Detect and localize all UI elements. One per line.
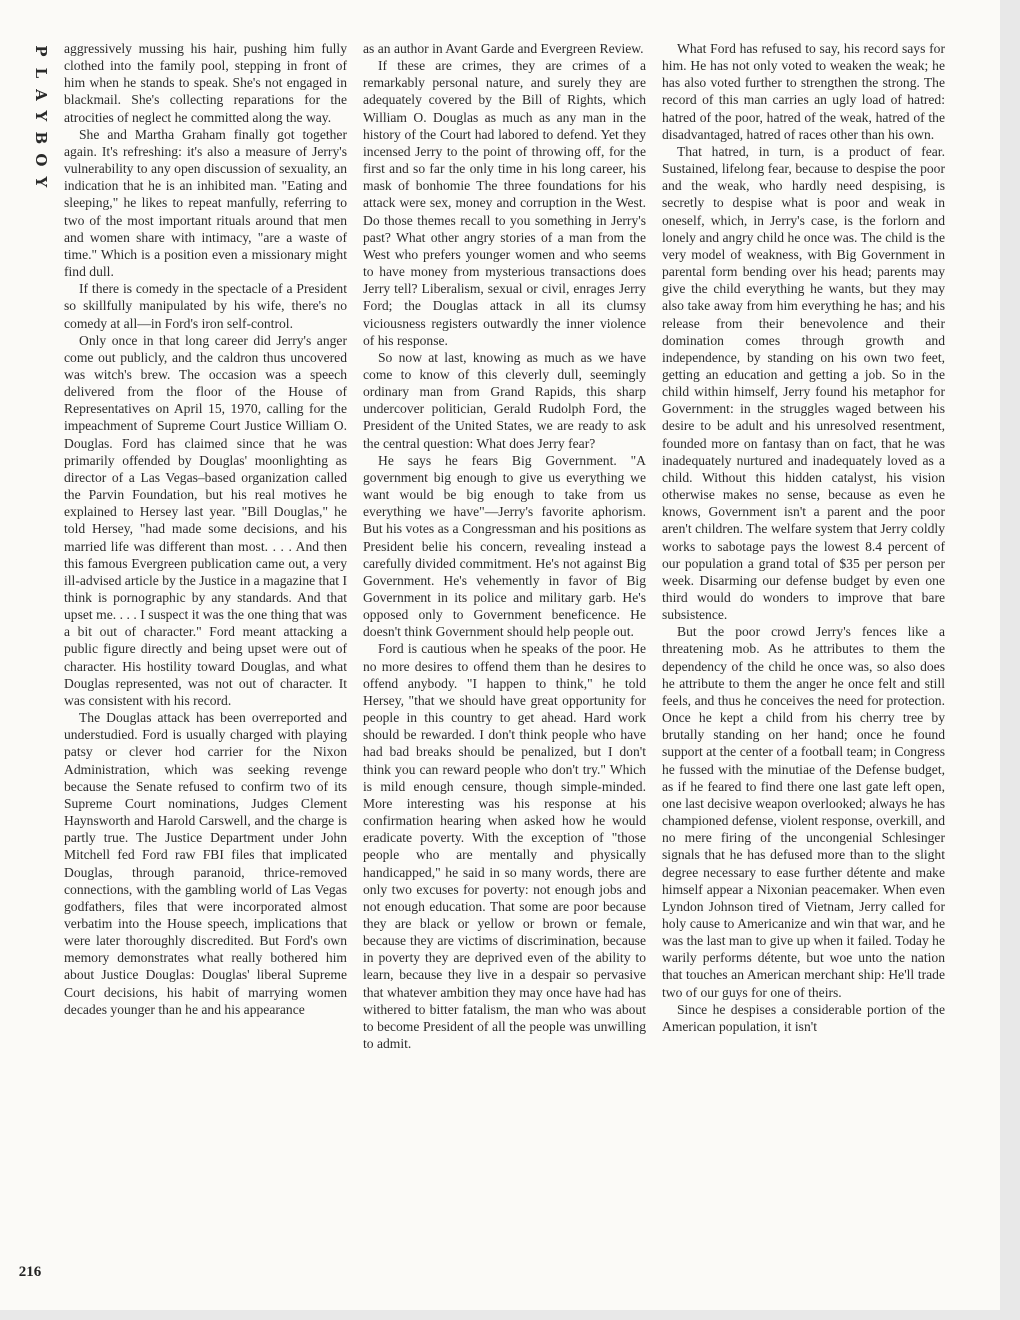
paragraph: But the poor crowd Jerry's fences like a threatening mob. As he attributes to them the dependency of the child he once was, so also does he attribute to them the anger he once felt and still feels, and thus he conceives the need for protection. Once he kept a child from his cherry tree by brutally standing on her hand; once he found support at the center of a football team; in Congress he fussed with the minutiae of the Defense budget, as if he feared to find there one last gate left open, one last decisive weapon overlooked; always he has championed defense, violent response, overkill, and no mere firing of the uncongenial Schlesinger signals that he has defused more than to the slight degree necessary to ease further détente and make himself appear a Nixonian peacemaker. When even Lyndon Johnson tired of Vietnam, Jerry called for holy cause to Americanize and win that war, and he was the last man to give up when it failed. Today he warily performs détente, but woe unto the nation that touches an American merchant ship: He'll trade two of our guys for one of theirs.: [662, 624, 945, 1000]
paragraph: as an author in Avant Garde and Evergreen Review.: [363, 41, 644, 56]
text-column-2: [363, 40, 646, 1052]
paragraph: That hatred, in turn, is a product of fear. Sustained, lifelong fear, because to despise the poor and the weak, who hardly need despising, is secretly to despise what is poor and weak in oneself, which, in Jerry's case, is the forlorn and lonely and angry child he once was. The child is the very model of weakness, with Big Government in parental form bending over his head; parents may give the child everything he wants, but they may also take away from him everything he has; and his release from their benevolence and their domination comes through growth and independence, by standing on his own two feet, getting an education and getting a job. So in the child within himself, Jerry found his metaphor for Government: in the struggles waged between his desire to be adult and his unresolved resentment, founded more on fantasy than on fact, that he was inadequately nurtured and inadequately loved as a child. Without this hidden catalyst, his vision otherwise makes no sense, because as even he knows, Government isn't a parent and the poor aren't children. The welfare system that Jerry coldly works to sabotage pays the lowest 8.4 percent of our population a grand total of $35 per person per week. Disarming our defense budget by even one third would do wonders to improve that bare subsistence.: [662, 143, 945, 623]
sidebar-letter: Y: [31, 110, 50, 122]
paragraph: Ford is cautious when he speaks of the poor. He no more desires to offend them than he desires to offend anybody. "I happen to think," he told Hersey, "that we should have great opportunity for people in this country to get ahead. Hard work should be rewarded. I don't think people who have had bad breaks should be penalized, but I don't think you can reward people who don't try." Which is mild enough censure, though simple-minded. More interesting was his response at his confirmation hearing when asked how he would eradicate poverty. With the exception of "those people who are mentally and physically handicapped," he said in so many words, there are only two excuses for poverty: not enough jobs and not enough education. That some are poor because they are black or yellow or brown or female, because they are victims of discrimination, because in poverty they are deprived even of the ability to learn, because they live in a despair so pervasive that whatever ambition they may once have had has withered to bitter fatalism, the man who was about to become President of all the people was unwilling to admit.: [363, 641, 646, 1052]
paragraph: She and Martha Graham finally got together again. It's refreshing: it's also a measure of Jerry's vulnerability to any open discussion of sexuality, an indication that he is an inhibited man. "Eating and sleeping," he likes to repeat manfully, referring to two of the most important rituals around that men and women share with intimacy, "are a waste of time." Which is a position even a missionary might find dull.: [64, 126, 347, 280]
sidebar-letter: O: [31, 153, 50, 167]
paragraph: What Ford has refused to say, his record says for him. He has not only voted to weaken the weak; he has also voted further to strengthen the strong. The record of this man carries an ugly load of hatred: hatred of the poor, hatred of the weak, hatred of the disadvantaged, hatred of races other than his own.: [662, 41, 945, 142]
magazine-name-vertical: [26, 40, 48, 193]
paragraph: aggressively mussing his hair, pushing him fully clothed into the family pool, stepping in front of him when he stands to speak. She's not engaged in blackmail. She's collecting reparations for the atrocities of neglect he committed along the way.: [64, 41, 347, 125]
paragraph: He says he fears Big Government. "A government big enough to give us everything we want would be big enough to take from us everything we have"—Jerry's favorite aphorism. But his votes as a Congressman and his positions as President belie his concern, revealing instead a carefully divided commitment. He's not against Big Government. He's vehemently in favor of Big Government in its police and military garb. He's opposed only to Government beneficence. He doesn't think Government should help people out.: [363, 452, 646, 640]
paragraph: The Douglas attack has been overreported and understudied. Ford is usually charged with playing patsy or clever hod carrier for the Nixon Administration, which was seeking revenge because the Senate refused to confirm two of its Supreme Court nominations, Judges Clement Haynsworth and Harold Carswell, and the charge is partly true. The Justice Department under John Mitchell fed Ford raw FBI files that implicated Douglas, through paranoid, thrice-removed connections, with the gambling world of Las Vegas godfathers, files that were incorporated almost verbatim into the House speech, implications that were later thoroughly discredited. But Ford's own memory demonstrates what really bothered him about Justice Douglas: Douglas' liberal Supreme Court decisions, his habit of marrying women decades younger than he and his appearance: [64, 710, 347, 1017]
sidebar-letter: P: [31, 45, 50, 57]
sidebar-letter: L: [31, 67, 50, 78]
paragraph: So now at last, knowing as much as we have come to know of this cleverly dull, seemingly ordinary man from Grand Rapids, this sharp undercover politician, Gerald Rudolph Ford, the President of the United States, we are ready to ask the central question: What does Jerry fear?: [363, 349, 646, 451]
sidebar-letter: B: [31, 131, 50, 145]
text-column-1: [64, 40, 347, 1018]
text-column-3: [662, 40, 945, 1035]
sidebar-letter: A: [31, 88, 50, 101]
paragraph: If these are crimes, they are crimes of a remarkably personal nature, and surely they are adequately covered by the Bill of Rights, which William O. Douglas as much as any man in the history of the Court had labored to defend. Yet they incensed Jerry to the point of throwing off, for the first and so far the only time in his long career, his mask of bonhomie The three foundations for his attack were sex, money and corruption in the West. Do those themes recall to you something in Jerry's past? What other angry stories of a man from the West who prefers younger women and who seems to have money from mysterious transactions does Jerry tell? Liberalism, sexual or civil, enrages Jerry Ford; the Douglas attack in all its clumsy viciousness registers outwardly the inner violence of his response.: [363, 58, 646, 348]
page-number: 216: [18, 1264, 42, 1280]
sidebar-letter: Y: [31, 176, 50, 188]
paragraph: If there is comedy in the spectacle of a President so skillfully manipulated by his wife, there's no comedy at all—in Ford's iron self-control.: [64, 281, 347, 331]
paragraph: Since he despises a considerable portion of the American population, it isn't: [662, 1001, 945, 1034]
paragraph: Only once in that long career did Jerry's anger come out publicly, and the caldron thus uncovered was witch's brew. The occasion was a speech delivered from the floor of the House of Representatives on April 15, 1970, calling for the impeachment of Supreme Court Justice William O. Douglas. Ford has claimed since that he was primarily offended by Douglas' moonlighting as director of a Las Vegas–based organization called the Parvin Foundation, but his real motives he explained to Hersey last year. "Bill Douglas," he told Hersey, "had made some decisions, and his married life was different than most. . . . And then this famous Evergreen publication came out, a very ill-advised article by the Justice in a magazine that I think is pornographic by any standards. And that upset me. . . . I suspect it was the one thing that was a bit out of character." Ford meant attacking a public figure directly and being upset were out of character. His hostility toward Douglas, and what Douglas represented, was not out of character. It was consistent with his record.: [64, 332, 347, 708]
